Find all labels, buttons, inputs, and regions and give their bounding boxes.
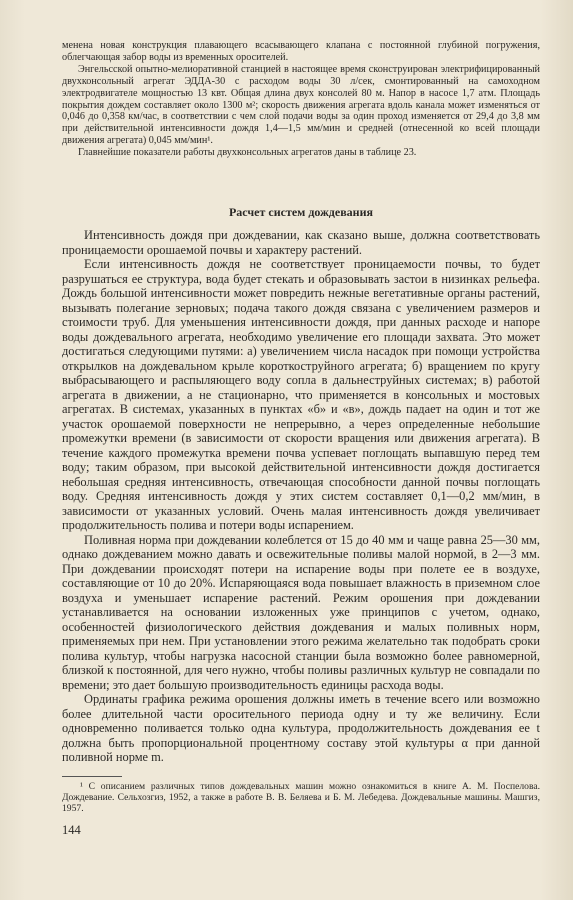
top-paragraph-2: Энгельсской опытно-мелиоративной станцией в настоящее время сконструирован электрифицированный двухконсольный агрегат ЭДДА-30 с расходом воды 30 л/сек, смонтированный на самоходном электродвигателе мощностью 13 квт. Общая длина двух консолей 80 м. Напор в насосе 1,7 атм. Площадь покрытия дождем составляет около 1300 м²; скорость движения агрегата вдоль канала может изменяться от 0,046 до 0,358 км/час, в соответствии с чем слой подачи воды за один проход изменяется от 29,4 до 3,8 мм при действительной интенсивности дождя 1,4—1,5 мм/мин и средней (отнесенной ко всей площади движения агрегата) 0,045 мм/мин¹. [62,63,540,147]
top-paragraph-3: Главнейшие показатели работы двухконсольных агрегатов даны в таблице 23. [78,147,417,159]
body-paragraph-4: Ординаты графика режима орошения должны иметь в течение всего или возможно более длительной части оросительного периода одну и ту же величину. Если одновременно поливается только одна культура, продолжительность дождевания ее t должна быть пропорциональной процентному составу этой культуры α при данной поливной норме m. [62,692,540,764]
footnote-text: ¹ С описанием различных типов дождевальных машин можно ознакомиться в книге А. М. Поспелова. Дождевание. Сельхозгиз, 1952, а также в работе В. В. Беляева и Б. М. Лебедева. Дождевальные машины. Машгиз, 1957. [62,781,540,815]
body-paragraph-2: Если интенсивность дождя не соответствует проницаемости почвы, то будет разрушаться ее структура, вода будет стекать и образовывать застои в низинках рельефа. Дождь большой интенсивности может повредить нежные вегетативные органы растений, вызывать полегание зерновых; подача такого дождя связана с увеличением размеров и стоимости труб. Для уменьшения интенсивности дождя, при данных расходе и напоре воды дождевального агрегата, необходимо увеличение его площади захвата. Это может достигаться следующими путями: а) увеличением числа насадок при помощи устройства открылков на дождевальном крыле короткоструйного агрегата; б) вращением по кругу выбрасывающего и распыляющего воду сопла в дальнеструйных системах; в) работой агрегата в движении, а не стационарно, что применяется в консольных и мостовых агрегатах. В системах, указанных в пунктах «б» и «в», дождь падает на один и тот же участок орошаемой поверхности не непрерывно, а через определенные небольшие промежутки времени (в зависимости от скорости вращения или движения агрегата). В течение каждого промежутка времени почва успевает поглощать выпавшую перед тем воду; таким образом, при высокой действительной интенсивности дождя достигается небольшая средняя интенсивность, отвечающая способности данной почвы поглощать воду. Средняя интенсивность дождя у этих систем составляет 0,1—0,2 мм/мин, в зависимости от указанных условий. Очень малая интенсивность дождя увеличивает продолжительность полива и потери воды испарением. [62,257,540,532]
body-text [62,228,540,765]
footnote-divider [62,776,122,777]
body-paragraph-1: Интенсивность дождя при дождевании, как сказано выше, должна соответствовать проницаемости орошаемой почвы и характеру растений. [62,228,540,257]
top-paragraph-1: менена новая конструкция плавающего всасывающего клапана с постоянной глубиной погружения, облегчающая забор воды из временных оросителей. [62,40,540,63]
footnote [62,781,540,815]
top-text [62,40,540,159]
body-paragraph-3: Поливная норма при дождевании колеблется от 15 до 40 мм и чаще равна 25—30 мм, однако дождеванием можно давать и освежительные поливы малой нормой, в 2—3 мм. При дождевании происходят потери на испарение воды при полете ее в воздухе, составляющие от 10 до 20%. Испаряющаяся вода повышает влажность в приземном слое воздуха и уменьшает испарение растений. Режим орошения при дождевании устанавливается на основании изложенных уже принципов с учетом, однако, особенностей физиологического действия дождевания и малых поливных норм, применяемых при нем. При установлении этого режима желательно так подобрать сроки полива культур, чтобы нагрузка насосной станции была возможно более равномерной, близкой к постоянной, для чего нужно, чтобы поливы различных культур не совпадали по времени; это дает большую производительность единицы расхода воды. [62,532,540,692]
section-title: Расчет систем дождевания [228,205,374,219]
page-number: 144 [62,823,81,837]
